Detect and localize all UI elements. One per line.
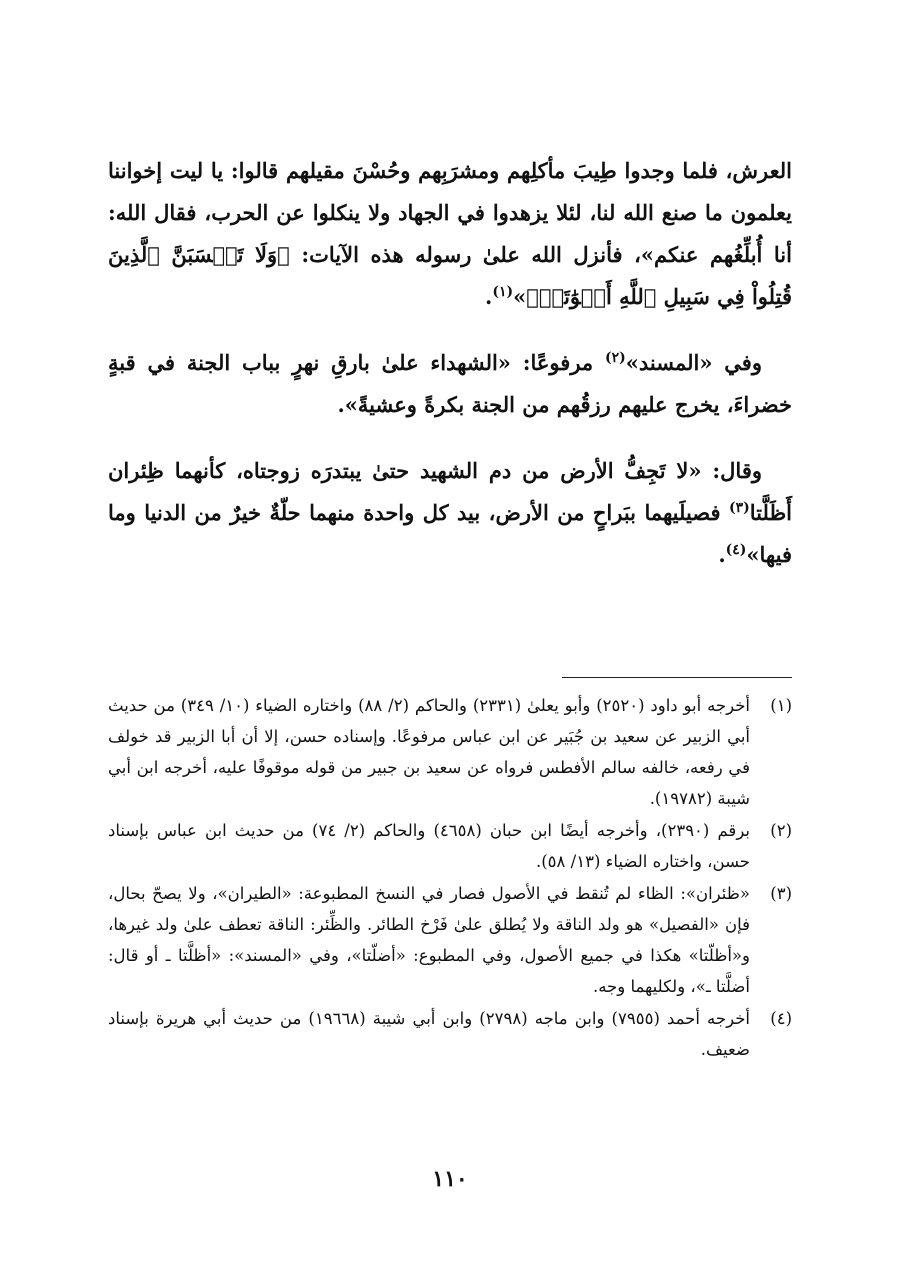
footnote-text: برقم (٢٣٩٠)، وأخرجه أيضًا ابن حبان (٤٦٥٨) والحاكم (٢/ ٧٤) من حديث ابن عباس بإسناد حسن، واختاره الضياء (١٣/ ٥٨). <box>108 821 751 871</box>
quote-close: » <box>513 284 527 309</box>
footnote-number: (٣) <box>770 884 792 903</box>
page-number: ١١٠ <box>432 1166 468 1192</box>
footnote-text: أخرجه أبو داود (٢٥٢٠) وأبو يعلىٰ (٢٣٣١) والحاكم (٢/ ٨٨) واختاره الضياء (١٠/ ٣٤٩) من حديث أبي الزبير عن سعيد بن جُبَير عن ابن عباس مرفوعًا. وإسناده حسن، إلا أن أبا الزبير قد خولف في رفعه، خالفه سالم الأفطس فرواه عن سعيد بن جبير من قوله موقوفًا عليه، أخرجه ابن أبي شيبة (١٩٧٨٢). <box>108 696 751 808</box>
paragraph-3-text-b: فصيلَيهما ببَراحٍ من الأرض، بيد كل واحدة منهما حلّةٌ خيرٌ من الدنيا وما فيها» <box>108 500 792 567</box>
paragraph-3-end: . <box>718 542 726 567</box>
footnote-number: (٢) <box>770 821 792 840</box>
paragraph-3 <box>108 450 792 576</box>
footnote-number: (١) <box>770 696 792 715</box>
footnotes <box>108 690 792 1066</box>
footnote-text: «ظئران»: الظاء لم تُنقط في الأصول فصار في النسخ المطبوعة: «الطيران»، ولا يصحّ بحال، فإن «الفصيل» هو ولد الناقة ولا يُطلق علىٰ فَرْخ الطائر. والظِّئر: الناقة تعطف علىٰ ولد غيرها، و«أظلّتا» هكذا في جميع الأصول، وفي المطبوع: «أضلّتا»، وفي «المسند»: «أظلَّتا ـ أو قال: أضلَّتا ـ»، ولكليهما وجه. <box>108 884 750 996</box>
footnote-ref-4[interactable]: (٤) <box>725 542 747 558</box>
paragraph-1-text: العرش، فلما وجدوا طِيبَ مأكلِهم ومشرَبِهم وحُسْنَ مقيلهم قالوا: يا ليت إخواننا يعلمون ما صنع الله لنا، لئلا يزهدوا في الجهاد ولا ينكلوا عن الحرب، فقال الله: أنا أُبلِّغُهم عنكم»، فأنزل الله علىٰ رسوله هذه الآيات: <box>108 158 792 267</box>
paragraph-2 <box>108 342 792 426</box>
footnote-2 <box>108 815 792 877</box>
footnote-1 <box>108 690 792 814</box>
footnote-3 <box>108 878 792 1002</box>
quran-verse: ﴿وَلَا تَحۡسَبَنَّ ٱلَّذِينَ قُتِلُواْ فِي سَبِيلِ ٱللَّهِ أَمۡوَٰتَاۢ﴾ <box>108 242 792 309</box>
footnote-ref-2[interactable]: (٢) <box>604 350 626 366</box>
footnote-separator <box>562 677 792 678</box>
footnote-number: (٤) <box>770 1009 792 1028</box>
paragraph-2-text-b: مرفوعًا: «الشهداء علىٰ بارقِ نهرٍ بباب الجنة في قبةٍ خضراءَ، يخرج عليهم رزقُهم من الجنة بكرةً وعشيةً». <box>108 350 792 417</box>
footnote-4 <box>108 1003 792 1065</box>
footnote-ref-1[interactable]: (١) <box>492 284 514 300</box>
page-body <box>108 150 792 600</box>
paragraph-1-end: . <box>485 284 493 309</box>
main-text <box>108 150 792 576</box>
footnote-text: أخرجه أحمد (٧٩٥٥) وابن ماجه (٢٧٩٨) وابن أبي شيبة (١٩٦٦٨) من حديث أبي هريرة بإسناد ضعيف. <box>108 1009 750 1059</box>
footnote-ref-3[interactable]: (٣) <box>728 500 750 516</box>
paragraph-2-text-a: وفي «المسند» <box>625 350 762 375</box>
paragraph-3-text-a: وقال: «لا تَجِفُّ الأرض من دم الشهيد حتىٰ يبتدرَه زوجتاه، كأنهما ظِئران أَظَلَّتا <box>108 458 792 525</box>
paragraph-1 <box>108 150 792 318</box>
